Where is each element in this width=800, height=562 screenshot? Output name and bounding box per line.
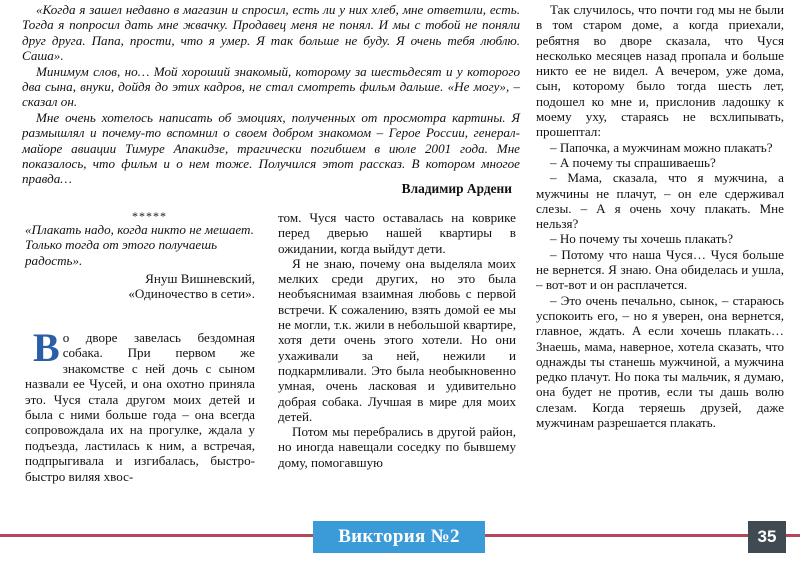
page-number: 35: [748, 521, 786, 553]
dialogue-line: – Это очень печально, сынок, – стараюсь успокоить его, – но я уверен, она вернется, главное, ждать. А если хочешь плакать… Знаешь, мама, наверное, хотела сказать, что однажды ты станешь мужчиной, а мужчина редко плачут. Но пока ты мальчик, я думаю, она будет не против, если ты дашь волю слезам. Когда теряешь друзей, даже мужчинам разрешается плакать.: [536, 292, 784, 431]
intro-paragraph-3: Мне очень хотелось написать об эмоциях, полученных от просмотра картины. Я размышлял и почему-то вспомнил о своем добром знакомом – Герое России, генерал-майоре авиации Тимуре Апакидзе, трагически погибшем в июле 2001 года. Мне показалось, что фильм и о нем тоже. Получился этот рассказ. В котором многое правда…: [22, 109, 520, 187]
intro-paragraph-1: «Когда я зашел недавно в магазин и спросил, есть ли у них хлеб, мне ответили, есть. Тогда я попросил дать мне жвачку. Продавец меня не понял. И мы с тобой не поняли друг друга. Папа, прости, что я умер. Я так больше не буду. Я очень тебя люблю. Саша».: [22, 2, 520, 64]
intro-author: Владимир Ардени: [401, 181, 512, 196]
story-paragraph: Потом мы перебрались в другой район, но иногда навещали соседку по бывшему дому, помогавшую: [278, 424, 516, 470]
dialogue-line: – Мама, сказала, что я мужчина, а мужчины не плачут, – он еле сдерживал слезы. – А я очень хочу плакать. Мне нельзя?: [536, 170, 784, 232]
story-paragraph: Так случилось, что почти год мы не были в том старом доме, а когда приехали, ребятня во дворе сказала, что Чуся несколько месяцев назад пропала и больше никто ее не видел. А вечером, уже дома, сын, которому было тогда шесть лет, подошел ко мне и, прислонив ладошку к моему уху, стараясь не всхлипывать, прошептал:: [536, 2, 784, 140]
story-column-right: [536, 2, 784, 430]
story-column-middle: [278, 210, 516, 470]
dialogue-line: – А почему ты спрашиваешь?: [550, 154, 716, 170]
epigraph-source: «Одиночество в сети».: [128, 286, 255, 302]
dialogue-line: – Папочка, а мужчинам можно плакать?: [550, 139, 773, 155]
intro-section: [22, 2, 520, 187]
story-paragraph: о дворе завелась бездомная собака. При первом же знакомстве с ней дочь с сыном назвали ее Чусей, и она охотно приняла это. Чуся стала другом моих детей и была с ними больше года – она всегда сопровождала их на прогулке, ждала у подъезда, ластилась к ним, а встречая, подпрыгивала и изгибалась, быстро-быстро виляя хвос-: [25, 330, 255, 484]
epigraph-line-2: Только тогда от этого получаешь радость».: [25, 237, 218, 268]
drop-cap: В: [33, 325, 60, 370]
magazine-title-badge: Виктория №2: [313, 521, 485, 553]
epigraph: [25, 222, 255, 301]
dialogue-line: – Но почему ты хочешь плакать?: [550, 231, 734, 247]
dialogue-line: – Потому что наша Чуся… Чуся больше не вернется. Я знаю. Она обиделась и ушла, – вот-вот и он расплачется.: [536, 246, 784, 293]
intro-paragraph-2: Минимум слов, но… Мой хороший знакомый, которому за шестьдесят и у которого два сына, внуки, дойдя до этих кадров, не стал смотреть фильм дальше. «Не могу», – сказал он.: [22, 63, 520, 110]
story-paragraph: Я не знаю, почему она выделяла моих мелких среди других, но это была необъяснимая взаимная любовь с первой встречи. К сожалению, взять домой ее мы не могли, т.к. жили в небольшой квартире, хотя дети очень этого хотели. Но они ухаживали за ней, нежили и подкармливали. Это была необыкновенно умная, очень ласковая и удивительно добрая собака. Лучшая в мире для моих детей.: [278, 255, 516, 424]
epigraph-line-1: «Плакать надо, когда никто не мешает.: [25, 222, 254, 237]
story-column-left: [25, 325, 255, 484]
story-paragraph: том. Чуся часто оставалась на коврике перед дверью нашей квартиры в ожидании, когда выйдут дети.: [278, 210, 516, 256]
epigraph-author: Януш Вишневский,: [145, 270, 255, 286]
section-separator: *****: [132, 209, 167, 223]
